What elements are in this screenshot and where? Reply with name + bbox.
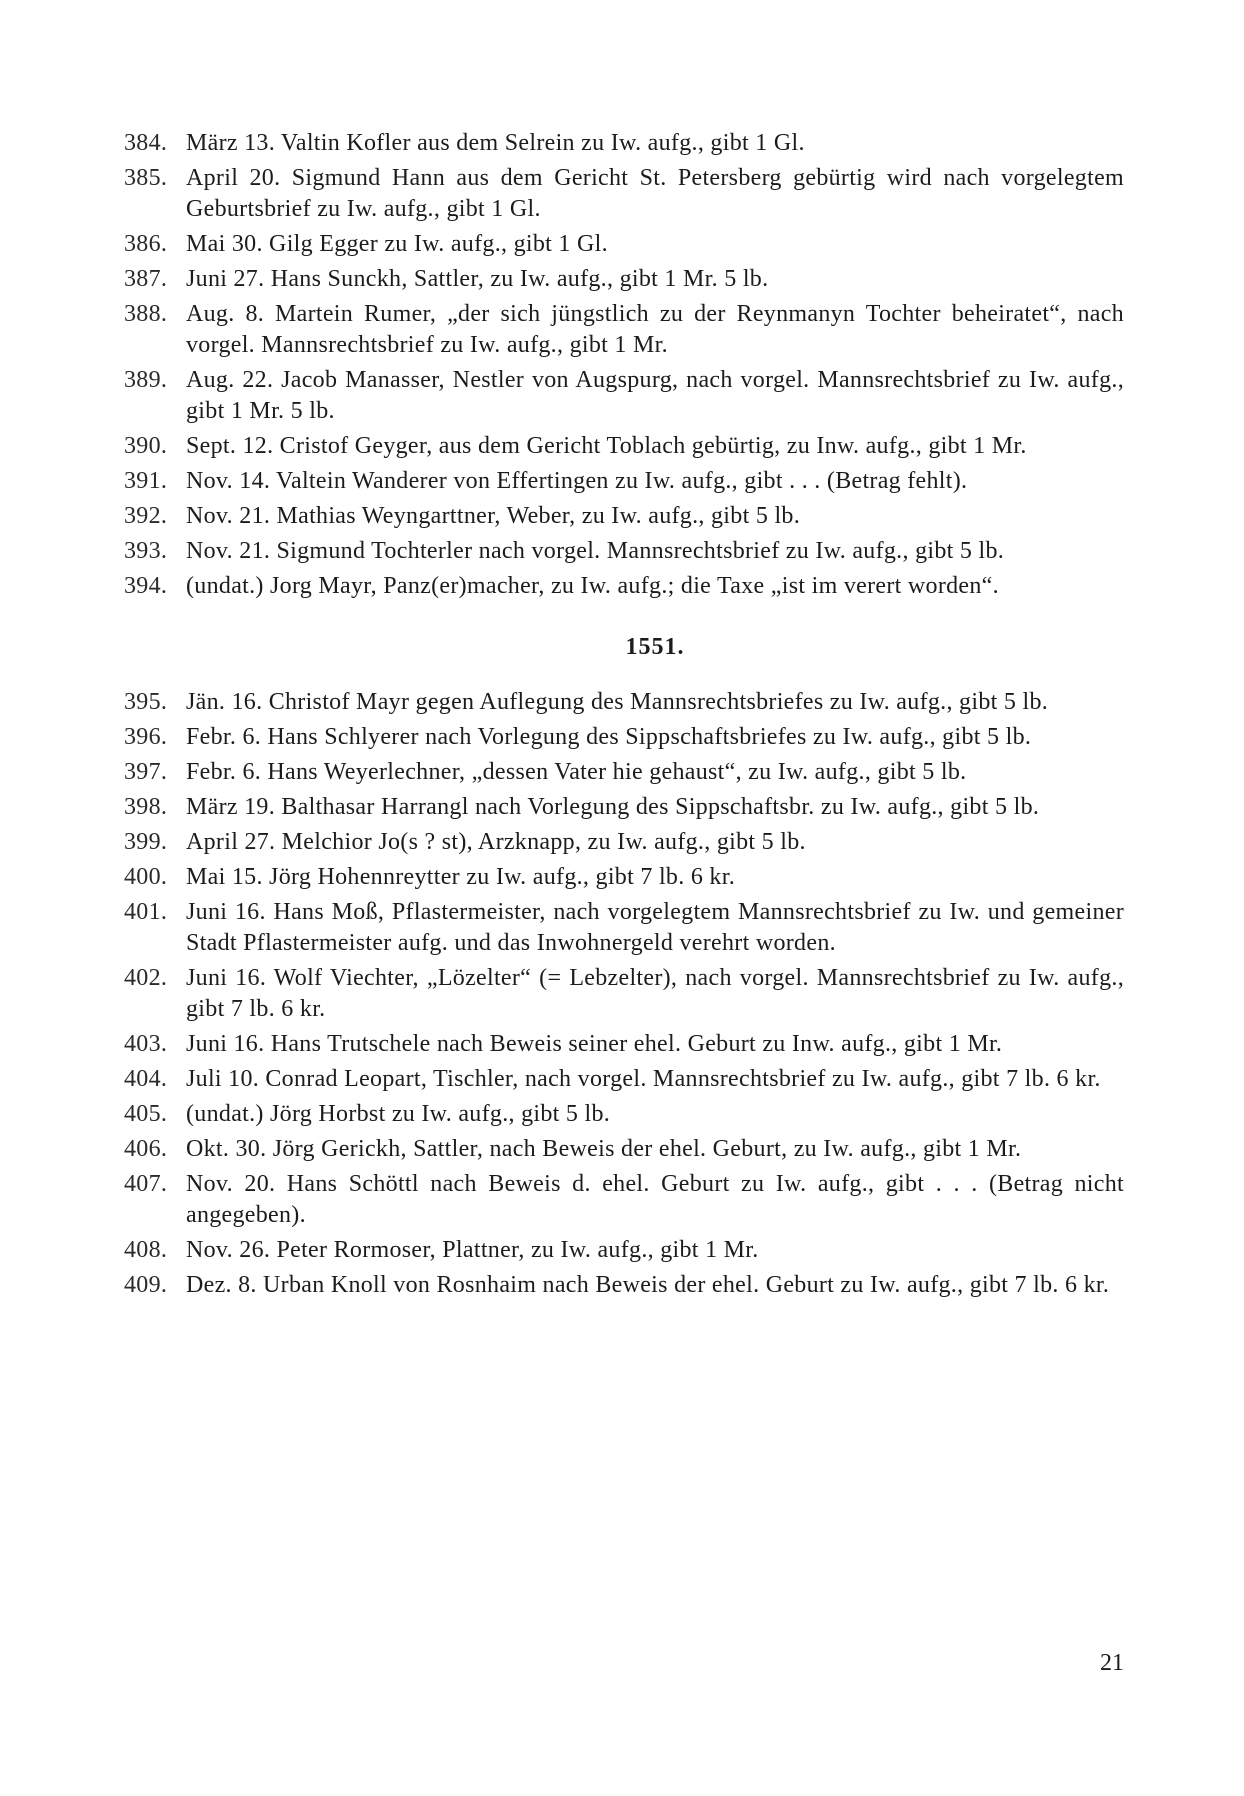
entry-number: 403. — [124, 1031, 168, 1057]
entry-number: 407. — [124, 1171, 168, 1197]
entry-item — [124, 1099, 1124, 1130]
entry-item — [124, 466, 1124, 497]
entry-text: März 19. Balthasar Harrangl nach Vorlegung des Sippschaftsbr. zu Iw. aufg., gibt 5 lb. — [186, 794, 1040, 820]
entry-text: Juni 16. Hans Moß, Pflastermeister, nach vorgelegtem Mannsrechtsbrief zu Iw. und gemeiner Stadt Pflastermeister aufg. und das Inwohnergeld verehrt worden. — [186, 899, 1124, 956]
entry-text: Juli 10. Conrad Leopart, Tischler, nach vorgel. Mannsrechtsbrief zu Iw. aufg., gibt 7 lb. 6 kr. — [186, 1066, 1101, 1092]
entry-text: Mai 15. Jörg Hohennreytter zu Iw. aufg., gibt 7 lb. 6 kr. — [186, 864, 736, 890]
entry-item — [124, 1064, 1124, 1095]
entry-text: Dez. 8. Urban Knoll von Rosnhaim nach Beweis der ehel. Geburt zu Iw. aufg., gibt 7 lb. 6 kr. — [186, 1272, 1110, 1298]
entry-number: 409. — [124, 1272, 168, 1298]
entry-text: Juni 16. Hans Trutschele nach Beweis seiner ehel. Geburt zu Inw. aufg., gibt 1 Mr. — [186, 1031, 1003, 1057]
entry-item — [124, 571, 1124, 602]
entry-number: 396. — [124, 724, 168, 750]
entry-number: 402. — [124, 965, 168, 991]
entry-item — [124, 128, 1124, 159]
page-content — [124, 128, 1124, 1305]
entry-number: 393. — [124, 538, 168, 564]
entry-item — [124, 431, 1124, 462]
entry-number: 398. — [124, 794, 168, 820]
entry-item — [124, 687, 1124, 718]
entry-number: 406. — [124, 1136, 168, 1162]
entry-item — [124, 1029, 1124, 1060]
entry-number: 388. — [124, 301, 168, 327]
entry-text: Mai 30. Gilg Egger zu Iw. aufg., gibt 1 Gl. — [186, 231, 608, 257]
entry-item — [124, 897, 1124, 959]
entries-1550 — [124, 128, 1124, 602]
entry-item — [124, 827, 1124, 858]
entry-text: Okt. 30. Jörg Gerickh, Sattler, nach Beweis der ehel. Geburt, zu Iw. aufg., gibt 1 Mr. — [186, 1136, 1022, 1162]
entry-number: 391. — [124, 468, 168, 494]
entry-text: Febr. 6. Hans Weyerlechner, „dessen Vater hie gehaust“, zu Iw. aufg., gibt 5 lb. — [186, 759, 967, 785]
entry-text: März 13. Valtin Kofler aus dem Selrein zu Iw. aufg., gibt 1 Gl. — [186, 130, 805, 156]
entry-number: 400. — [124, 864, 168, 890]
entry-number: 401. — [124, 899, 168, 925]
entry-item — [124, 1134, 1124, 1165]
entry-number: 384. — [124, 130, 168, 156]
entry-number: 399. — [124, 829, 168, 855]
entry-number: 404. — [124, 1066, 168, 1092]
entry-text: Nov. 14. Valtein Wanderer von Effertingen zu Iw. aufg., gibt . . . (Betrag fehlt). — [186, 468, 968, 494]
entry-item — [124, 229, 1124, 260]
entry-number: 387. — [124, 266, 168, 292]
entry-number: 390. — [124, 433, 168, 459]
entry-text: April 20. Sigmund Hann aus dem Gericht St. Petersberg gebürtig wird nach vorgelegtem Geburtsbrief zu Iw. aufg., gibt 1 Gl. — [186, 165, 1124, 222]
entry-item — [124, 365, 1124, 427]
entry-item — [124, 963, 1124, 1025]
entry-item — [124, 1270, 1124, 1301]
entry-text: (undat.) Jorg Mayr, Panz(er)macher, zu Iw. aufg.; die Taxe „ist im verert worden“. — [186, 573, 999, 599]
entry-text: (undat.) Jörg Horbst zu Iw. aufg., gibt 5 lb. — [186, 1101, 611, 1127]
entry-number: 392. — [124, 503, 168, 529]
entry-number: 408. — [124, 1237, 168, 1263]
entry-item — [124, 536, 1124, 567]
year-heading: 1551. — [625, 634, 685, 660]
entry-item — [124, 792, 1124, 823]
entry-text: Nov. 21. Sigmund Tochterler nach vorgel. Mannsrechtsbrief zu Iw. aufg., gibt 5 lb. — [186, 538, 1005, 564]
entry-number: 405. — [124, 1101, 168, 1127]
entry-text: Nov. 26. Peter Rormoser, Plattner, zu Iw. aufg., gibt 1 Mr. — [186, 1237, 759, 1263]
entry-text: Febr. 6. Hans Schlyerer nach Vorlegung des Sippschaftsbriefes zu Iw. aufg., gibt 5 lb. — [186, 724, 1032, 750]
entries-1551 — [124, 687, 1124, 1301]
entry-item — [124, 299, 1124, 361]
entry-text: Jän. 16. Christof Mayr gegen Auflegung des Mannsrechtsbriefes zu Iw. aufg., gibt 5 lb. — [186, 689, 1049, 715]
entry-item — [124, 757, 1124, 788]
entry-number: 395. — [124, 689, 168, 715]
entry-text: Juni 16. Wolf Viechter, „Lözelter“ (= Lebzelter), nach vorgel. Mannsrechtsbrief zu Iw. aufg., gibt 7 lb. 6 kr. — [186, 965, 1124, 1022]
entry-item — [124, 264, 1124, 295]
entry-item — [124, 1169, 1124, 1231]
page-number: 21 — [1100, 1650, 1124, 1676]
entry-item — [124, 862, 1124, 893]
entry-text: April 27. Melchior Jo(s ? st), Arzknapp, zu Iw. aufg., gibt 5 lb. — [186, 829, 806, 855]
entry-item — [124, 722, 1124, 753]
entry-number: 397. — [124, 759, 168, 785]
entry-text: Aug. 22. Jacob Manasser, Nestler von Augspurg, nach vorgel. Mannsrechtsbrief zu Iw. aufg., gibt 1 Mr. 5 lb. — [186, 367, 1124, 424]
entry-text: Aug. 8. Martein Rumer, „der sich jüngstlich zu der Reynmanyn Tochter beheiratet“, nach vorgel. Mannsrechtsbrief zu Iw. aufg., gibt 1 Mr. — [186, 301, 1124, 358]
entry-text: Sept. 12. Cristof Geyger, aus dem Gericht Toblach gebürtig, zu Inw. aufg., gibt 1 Mr. — [186, 433, 1027, 459]
entry-item — [124, 163, 1124, 225]
entry-number: 386. — [124, 231, 168, 257]
entry-number: 389. — [124, 367, 168, 393]
entry-number: 385. — [124, 165, 168, 191]
entry-number: 394. — [124, 573, 168, 599]
entry-text: Nov. 21. Mathias Weyngarttner, Weber, zu Iw. aufg., gibt 5 lb. — [186, 503, 801, 529]
entry-item — [124, 1235, 1124, 1266]
entry-text: Nov. 20. Hans Schöttl nach Beweis d. ehel. Geburt zu Iw. aufg., gibt . . . (Betrag nicht angegeben). — [186, 1171, 1124, 1228]
entry-text: Juni 27. Hans Sunckh, Sattler, zu Iw. aufg., gibt 1 Mr. 5 lb. — [186, 266, 769, 292]
entry-item — [124, 501, 1124, 532]
